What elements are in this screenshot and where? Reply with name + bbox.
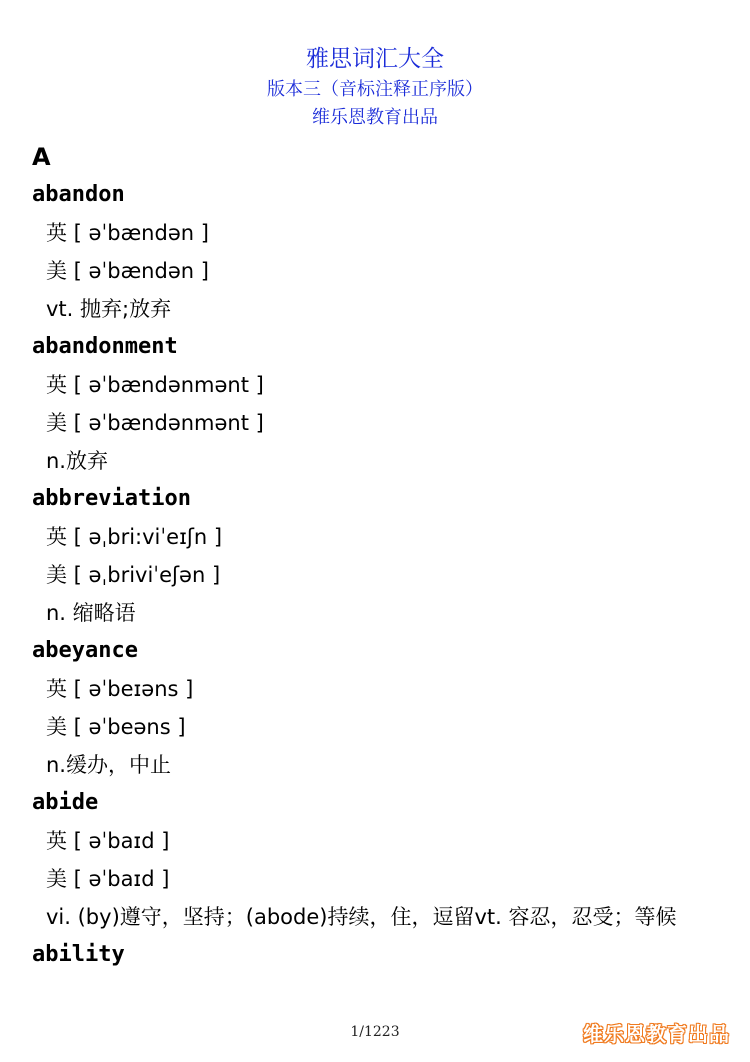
entry-abeyance <box>32 632 722 784</box>
headword: ability <box>32 942 125 967</box>
us-pronunciation: 美 [ əˈbændən ] <box>46 259 209 283</box>
headword: abandon <box>32 182 125 207</box>
entry-abbreviation <box>32 480 722 632</box>
uk-pronunciation: 英 [ əˈbaɪd ] <box>46 829 170 853</box>
definition: n.缓办，中止 <box>46 753 171 777</box>
definition: n. 缩略语 <box>46 601 136 625</box>
publisher-watermark: 维乐恩教育出品 <box>583 1022 730 1046</box>
headword: abide <box>32 790 99 815</box>
document-subtitle: 版本三（音标注释正序版） <box>267 79 483 100</box>
page-number: 1/1223 <box>350 1024 400 1040</box>
uk-pronunciation: 英 [ əˈbændənmənt ] <box>46 373 264 397</box>
us-pronunciation: 美 [ əˌbriviˈeʃən ] <box>46 563 221 587</box>
entry-abandonment <box>32 328 722 480</box>
uk-pronunciation: 英 [ əˌbri:viˈeɪʃn ] <box>46 525 223 549</box>
headword: abbreviation <box>32 486 191 511</box>
vocabulary-list <box>32 138 722 974</box>
document-title: 雅思词汇大全 <box>306 46 444 72</box>
section-letter: A <box>32 143 51 171</box>
entry-abide <box>32 784 722 936</box>
definition: vi. (by)遵守，坚持；(abode)持续，住，逗留vt. 容忍，忍受；等候 <box>46 905 677 929</box>
definition: vt. 抛弃;放弃 <box>46 297 172 321</box>
us-pronunciation: 美 [ əˈbaɪd ] <box>46 867 170 891</box>
definition: n.放弃 <box>46 449 108 473</box>
document-publisher: 维乐恩教育出品 <box>312 107 438 128</box>
entry-ability <box>32 936 722 974</box>
headword: abeyance <box>32 638 138 663</box>
uk-pronunciation: 英 [ əˈbændən ] <box>46 221 209 245</box>
uk-pronunciation: 英 [ əˈbeɪəns ] <box>46 677 194 701</box>
us-pronunciation: 美 [ əˈbeəns ] <box>46 715 186 739</box>
us-pronunciation: 美 [ əˈbændənmənt ] <box>46 411 264 435</box>
headword: abandonment <box>32 334 178 359</box>
document-header <box>0 44 750 132</box>
entry-abandon <box>32 176 722 328</box>
